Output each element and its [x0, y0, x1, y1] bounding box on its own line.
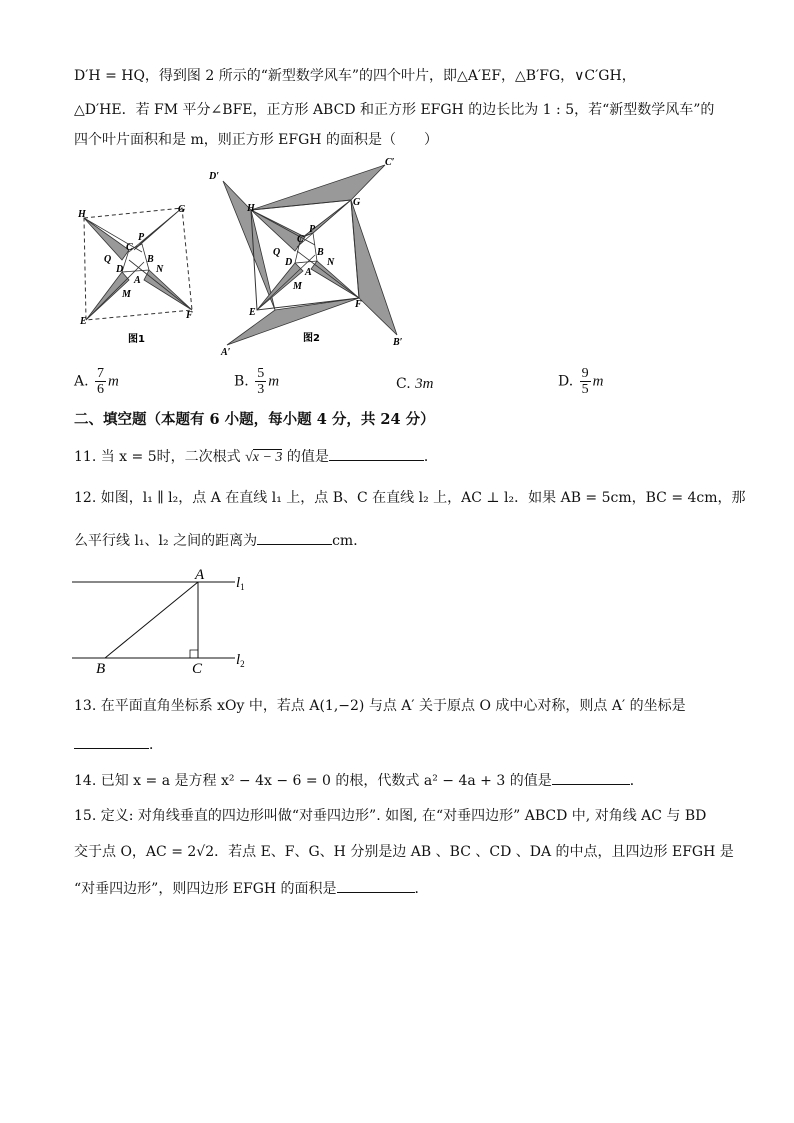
fig2-label-d-prime: D′: [209, 171, 220, 182]
fig2-label-a-prime: A′: [221, 347, 231, 358]
fig1-label-a: A: [134, 275, 141, 286]
q11-answer-blank[interactable]: [329, 446, 424, 461]
fig2-label-a: A: [305, 267, 312, 278]
q11-text-before: 11. 当 x = 5时，二次根式: [74, 449, 246, 465]
choice-b[interactable]: [234, 366, 279, 397]
fig1-label-n: N: [156, 264, 164, 275]
fig1-label-g: G: [178, 204, 186, 215]
choice-d-letter: D.: [558, 373, 574, 390]
fig1-label-f: F: [186, 310, 193, 321]
q15-line-2: 交于点 O，AC = 2√2．若点 E、F、G、H 分别是边 AB 、BC 、CD 、DA 的中点，且四边形 EFGH 是: [74, 844, 734, 860]
choice-c[interactable]: [396, 376, 433, 393]
q12-line-1: 12. 如图，l₁ ∥ l₂，点 A 在直线 l₁ 上，点 B、C 在直线 l₂ 上，AC ⊥ l₂．如果 AB = 5cm，BC = 4cm，那: [74, 490, 746, 506]
fig2-label-e: E: [249, 307, 256, 318]
q10-figure-2: [205, 155, 415, 360]
choice-d-var: m: [592, 373, 604, 390]
fig1-label-b: B: [147, 254, 154, 265]
q13-answer-blank[interactable]: [74, 734, 149, 749]
q12-answer-blank[interactable]: [257, 530, 332, 545]
section-2-heading: 二、填空题（本题有 6 小题，每小题 4 分，共 24 分）: [74, 411, 435, 428]
choice-d-fraction: $\frac{9}{5}$: [581, 366, 589, 397]
q14: 14. 已知 x = a 是方程 x² − 4x − 6 = 0 的根，代数式 a² − 4a + 3 的值是 ．: [74, 770, 644, 791]
fig1-label-d: D: [116, 264, 124, 275]
q12-label-l1: $l_1$: [236, 575, 245, 592]
q12-label-c: C: [192, 661, 203, 677]
choice-c-text: 3m: [415, 376, 434, 392]
fig1-label-p: P: [138, 232, 145, 243]
fig1-label-q: Q: [104, 254, 112, 265]
fig1-label-e: E: [80, 316, 87, 327]
choice-c-letter: C.: [396, 376, 411, 392]
q11-text-after: 的值是: [282, 449, 329, 465]
q12-label-l2: $l_2$: [236, 652, 245, 669]
fig2-label-b: B: [317, 247, 324, 258]
q13-line-1: 13. 在平面直角坐标系 xOy 中，若点 A(1,−2) 与点 A′ 关于原点 O 成中心对称，则点 A′ 的坐标是: [74, 698, 686, 714]
choice-a-var: m: [108, 373, 119, 390]
fig2-label-c: C: [297, 234, 304, 245]
choice-a[interactable]: [74, 366, 119, 397]
fig2-label-g: G: [353, 197, 361, 208]
q12-label-a: A: [195, 567, 205, 583]
fig2-label-c-prime: C′: [385, 157, 395, 168]
fig2-caption: 图2: [303, 333, 320, 344]
choice-d[interactable]: [558, 366, 603, 397]
q15-line-1: 15. 定义: 对角线垂直的四边形叫做“对垂四边形”. 如图, 在“对垂四边形” ABCD 中, 对角线 AC 与 BD: [74, 808, 707, 824]
q12-label-b: B: [96, 661, 106, 677]
q11-radical: √x − 3: [245, 450, 283, 465]
fig1-label-h: H: [78, 209, 86, 220]
fig1-label-c: C: [126, 242, 133, 253]
fig2-label-d: D: [285, 257, 293, 268]
choice-b-fraction: $\frac{5}{3}$: [257, 366, 265, 397]
q12-figure: [70, 565, 260, 680]
choice-a-fraction: $\frac{7}{6}$: [97, 366, 105, 397]
fig1-caption: 图1: [128, 334, 145, 345]
q10-figure-1: [74, 200, 204, 350]
q15-line-3: “对垂四边形”，则四边形 EFGH 的面积是 ．: [74, 878, 429, 899]
q10-line-2: △D′HE．若 FM 平分∠BFE，正方形 ABCD 和正方形 EFGH 的边长比为 1 : 5，若“新型数学风车”的: [74, 102, 715, 118]
q10-line-1: D′H = HQ，得到图 2 所示的“新型数学风车”的四个叶片，即△A′EF，△B′FG，∨C′GH，: [74, 68, 636, 84]
q10-line-3: 四个叶片面积和是 m，则正方形 EFGH 的面积是（ ）: [74, 132, 438, 148]
fig2-label-h: H: [247, 203, 255, 214]
fig2-label-q: Q: [273, 247, 281, 258]
fig2-label-b-prime: B′: [393, 337, 403, 348]
choice-a-letter: A.: [74, 373, 89, 390]
q12-line-2: 么平行线 l₁、l₂ 之间的距离为 cm．: [74, 530, 367, 551]
fig2-label-f: F: [355, 299, 362, 310]
q14-answer-blank[interactable]: [552, 770, 630, 785]
fig2-label-n: N: [327, 257, 335, 268]
choice-b-var: m: [268, 373, 280, 390]
fig2-label-m: M: [293, 281, 302, 292]
choice-b-letter: B.: [234, 373, 249, 390]
q11: 11. 当 x = 5时，二次根式 √x − 3 的值是 ．: [74, 446, 438, 468]
fig1-label-m: M: [122, 289, 131, 300]
fig2-label-p: P: [309, 224, 316, 235]
q15-answer-blank[interactable]: [337, 878, 415, 893]
q13-line-2: ．: [74, 734, 163, 755]
